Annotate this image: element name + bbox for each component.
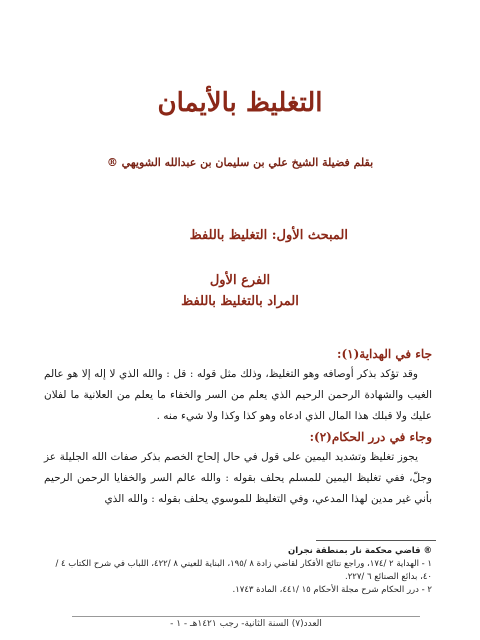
branch-title: المراد بالتغليظ باللفظ (181, 294, 299, 309)
durar-paragraph: يجوز تغليظ وتشديد اليمين على قول في حال إلحاح الخصم بذكر صفات الله الجليلة عز وجلّ، ففي تغليظ اليمين للمسلم يحلف بقوله : والله عالم السر والخفايا الرحمن الرحيم بأني غير مدين لهذا المدعي، وفي التغليظ للموسوي يحلف بقوله : والله الذي (44, 451, 432, 505)
body-text (44, 344, 432, 510)
hedaya-heading: جاء في الهداية(١): (337, 347, 432, 361)
article-title: التغليظ بالأيمان (157, 88, 323, 118)
branch-number: الفرع الأول (209, 273, 271, 288)
footnote-2: ٢ - درر الحكام شرح مجلة الأحكام ١٥ /٤٤١، المادة ١٧٤٣. (232, 585, 432, 595)
footnote-separator (316, 540, 436, 541)
branch-block (0, 270, 480, 312)
footnote-1: ١ - الهداية ٢ /١٧٤، وراجع نتائج الأفكار لقاضي زادة ٨ /١٩٥، البناية للعيني ٨ /٤٢٢، اللباب في شرح الكتاب ٤ /٤٠، بدائع الصنائع ٦ /٢٢٧. (55, 559, 432, 582)
footnote-author: ® قاضي محكمة نار بمنطقة نجران (287, 546, 432, 556)
article-byline: بقلم فضيلة الشيخ علي بن سليمان بن عبدالله الشويهي ® (106, 156, 374, 169)
durar-heading: وجاء في درر الحكام(٢): (309, 430, 432, 444)
page-footer: العدد(٧) السنة الثانية- رجب ١٤٢١هـ - ١ - (170, 619, 322, 629)
footer-rule (72, 616, 420, 617)
footnotes (44, 545, 432, 597)
section-heading: المبحث الأول: التغليظ باللفظ (189, 228, 348, 243)
hedaya-paragraph: وقد تؤكد بذكر أوصافه وهو التغليظ، وذلك مثل قوله : قل : والله الذي لا إله إلا هو عالم الغيب والشهادة الرحمن الرحيم الذي يعلم من السر والخفاء ما يعلم من العلانية ما لفلان عليك ولا قبلك هذا المال الذي ادعاه وهو كذا وكذا ولا شيء منه . (44, 368, 432, 422)
